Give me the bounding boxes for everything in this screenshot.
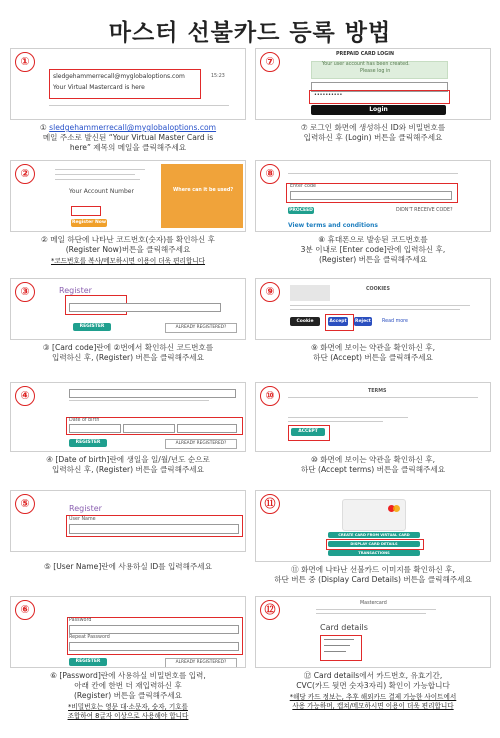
text-line bbox=[288, 417, 408, 418]
month-select[interactable] bbox=[123, 424, 175, 433]
repeat-password-input[interactable] bbox=[69, 642, 239, 651]
step-12-note bbox=[255, 693, 491, 711]
transactions-button[interactable] bbox=[328, 550, 420, 556]
accept-button[interactable] bbox=[328, 317, 348, 326]
step-8-line3: (Register) 버튼을 클릭해주세요 bbox=[318, 255, 428, 264]
step-5-screenshot bbox=[10, 490, 246, 552]
step-6-description bbox=[10, 671, 246, 701]
register-button[interactable] bbox=[69, 658, 107, 666]
step-3-screenshot bbox=[10, 278, 246, 340]
login-button[interactable] bbox=[311, 105, 446, 115]
register-label: REGISTER bbox=[79, 324, 105, 329]
step-number: ① bbox=[15, 52, 35, 72]
step-number: ⑤ bbox=[15, 494, 35, 514]
step-3-line1: ③ [Card code]란에 ②번에서 확인하신 코드번호를 bbox=[42, 343, 214, 352]
step-number: ⑩ bbox=[260, 386, 280, 406]
register-label: REGISTER bbox=[75, 659, 101, 664]
step-6-line1: ⑥ [Password]란에 사용하실 비밀번호를 입력, bbox=[50, 671, 206, 680]
password-field[interactable]: •••••••••• bbox=[314, 93, 343, 98]
proceed-button[interactable] bbox=[288, 207, 314, 214]
text-line bbox=[316, 609, 436, 610]
step-1-description bbox=[10, 123, 246, 153]
step-2 bbox=[10, 160, 246, 266]
page-title: 마스터 선불카드 등록 방법 bbox=[108, 20, 392, 46]
step-2-note: *코드번호를 복사/메모하시면 이용이 더욱 편리합니다 bbox=[50, 257, 206, 265]
register-heading: Register bbox=[59, 286, 92, 295]
text-line bbox=[290, 309, 460, 310]
step-number: ④ bbox=[15, 386, 35, 406]
step-10-line2: 하단 (Accept terms) 버튼을 클릭해주세요 bbox=[300, 465, 446, 474]
register-label: REGISTER bbox=[75, 440, 101, 445]
step-number: ⑦ bbox=[260, 52, 280, 72]
step-6-note-line2: 조합하여 8글자 이상으로 사용해야 합니다 bbox=[67, 712, 189, 720]
step-11-line2: 하단 버튼 중 (Display Card Details) 버튼을 클릭해주세요 bbox=[274, 575, 472, 584]
step-1-prefix: ① bbox=[39, 123, 50, 132]
cookies-header: COOKIES bbox=[366, 287, 390, 292]
reject-label: Reject bbox=[355, 319, 371, 324]
transactions-label: TRANSACTIONS bbox=[358, 551, 390, 555]
step-1-screenshot bbox=[10, 48, 246, 120]
terms-link[interactable]: View terms and conditions bbox=[288, 222, 378, 229]
step-7-screenshot bbox=[255, 48, 491, 120]
didnt-receive-code-link[interactable]: DIDN'T RECEIVE CODE? bbox=[396, 208, 453, 213]
repeat-password-label: Repeat Password bbox=[69, 635, 110, 640]
step-6 bbox=[10, 596, 246, 721]
step-12 bbox=[255, 596, 491, 711]
step-11-description bbox=[255, 565, 491, 585]
step-9 bbox=[255, 278, 491, 363]
register-now-label: Register Now bbox=[72, 220, 106, 225]
step-7-description bbox=[255, 123, 491, 143]
cvc-row bbox=[324, 651, 346, 652]
user-name-input[interactable] bbox=[69, 524, 239, 534]
step-8-line2: 3분 이내로 [Enter code]란에 입력하신 후, bbox=[300, 245, 446, 254]
step-11-screenshot bbox=[255, 490, 491, 562]
text-line bbox=[288, 421, 383, 422]
highlight-box bbox=[71, 206, 101, 216]
already-registered-button[interactable] bbox=[165, 658, 237, 668]
step-9-description bbox=[255, 343, 491, 363]
step-12-note-line1: *해당 카드 정보는, 추후 해외카드 결제 가능한 사이트에서 bbox=[289, 693, 457, 701]
step-4-screenshot bbox=[10, 382, 246, 452]
email-subject[interactable]: Your Virtual Mastercard is here bbox=[53, 84, 145, 91]
step-7 bbox=[255, 48, 491, 143]
step-8-description bbox=[255, 235, 491, 265]
cookie-image bbox=[290, 285, 330, 301]
step-6-line2: 아래 칸에 한번 더 재입력하신 후 bbox=[74, 681, 182, 690]
step-5-description bbox=[10, 562, 246, 572]
step-1 bbox=[10, 48, 246, 153]
email-time: 15:23 bbox=[211, 74, 225, 79]
password-label: Password bbox=[69, 618, 92, 623]
step-3-description bbox=[10, 343, 246, 363]
already-registered-button[interactable] bbox=[165, 439, 237, 449]
text-line bbox=[55, 174, 135, 175]
step-2-line2: (Register Now)버튼을 클릭해주세요 bbox=[65, 245, 191, 254]
text-line bbox=[55, 169, 145, 170]
year-select[interactable] bbox=[177, 424, 237, 433]
accept-label: Accept bbox=[329, 319, 347, 324]
sender-email-link[interactable]: sledgehammerrecall@myglobaloptions.com bbox=[49, 123, 217, 132]
already-registered-button[interactable] bbox=[165, 323, 237, 333]
register-button[interactable] bbox=[73, 323, 111, 331]
step-6-note bbox=[10, 703, 246, 721]
divider bbox=[49, 105, 229, 106]
step-number: ⑧ bbox=[260, 164, 280, 184]
cookie-settings-label: Cookie Settings bbox=[294, 319, 316, 333]
card-code-input[interactable] bbox=[69, 303, 221, 312]
accept-terms-label: ACCEPT TERMS bbox=[298, 429, 318, 442]
accept-terms-button[interactable] bbox=[291, 428, 325, 442]
step-10-line1: ⑩ 화면에 보이는 약관을 확인하신 후, bbox=[311, 455, 435, 464]
step-4-line2: 입력하신 후, (Register) 버튼을 클릭해주세요 bbox=[52, 465, 204, 474]
step-12-line2: CVC(카드 뒷면 숫자3자리) 확인이 가능합니다 bbox=[296, 681, 450, 690]
step-6-screenshot bbox=[10, 596, 246, 668]
register-heading: Register bbox=[69, 504, 102, 513]
info-panel bbox=[161, 164, 243, 228]
display-card-details-label: DISPLAY CARD DETAILS bbox=[350, 542, 398, 546]
step-4-description bbox=[10, 455, 246, 475]
register-now-button[interactable] bbox=[71, 219, 107, 227]
step-4 bbox=[10, 382, 246, 475]
step-8-screenshot bbox=[255, 160, 491, 232]
card-code-input[interactable] bbox=[69, 389, 236, 398]
step-3 bbox=[10, 278, 246, 363]
text-line bbox=[316, 613, 426, 614]
step-4-line1: ④ [Date of birth]란에 생일을 일/월/년도 순으로 bbox=[46, 455, 210, 464]
mastercard-logo-icon bbox=[388, 505, 400, 512]
proceed-label: PROCEED bbox=[289, 208, 313, 213]
step-1-line2: here” 제목의 메일을 클릭해주세요 bbox=[69, 143, 187, 152]
step-5-line1: ⑤ [User Name]란에 사용하실 ID를 입력해주세요 bbox=[44, 562, 212, 571]
text-line bbox=[290, 305, 470, 306]
step-10 bbox=[255, 382, 491, 475]
already-registered-label: ALREADY REGISTERED? bbox=[175, 660, 227, 665]
step-10-screenshot bbox=[255, 382, 491, 452]
step-11 bbox=[255, 490, 491, 585]
reject-button[interactable] bbox=[354, 317, 372, 326]
day-select[interactable] bbox=[69, 424, 121, 433]
step-number: ③ bbox=[15, 282, 35, 302]
already-registered-label: ALREADY REGISTERED? bbox=[175, 325, 227, 330]
password-input[interactable] bbox=[69, 625, 239, 634]
text-line bbox=[288, 173, 458, 174]
step-3-line2: 입력하신 후, (Register) 버튼을 클릭해주세요 bbox=[52, 353, 204, 362]
step-number: ⑨ bbox=[260, 282, 280, 302]
step-number: ② bbox=[15, 164, 35, 184]
login-header: PREPAID CARD LOGIN bbox=[336, 52, 394, 57]
text-line bbox=[288, 397, 478, 398]
step-8 bbox=[255, 160, 491, 265]
account-number-label: Your Account Number bbox=[69, 188, 134, 195]
register-button[interactable] bbox=[69, 439, 107, 447]
step-2-description bbox=[10, 235, 246, 255]
step-9-line2: 하단 (Accept) 버튼을 클릭해주세요 bbox=[313, 353, 433, 362]
expiry-row bbox=[324, 645, 350, 646]
display-card-details-button[interactable] bbox=[328, 541, 420, 547]
step-9-screenshot bbox=[255, 278, 491, 340]
step-6-note-line1: *비밀번호는 영문 대·소문자, 숫자, 기호를 bbox=[68, 703, 188, 711]
card-number-row bbox=[324, 639, 354, 640]
step-1-line1: 메일 주소로 발신된 “Your Virtual Master Card is bbox=[42, 133, 214, 142]
step-12-description bbox=[255, 671, 491, 691]
enter-code-label: Enter code bbox=[290, 184, 316, 189]
step-2-line1: ② 메일 하단에 나타난 코드번호(숫자)를 확인하신 후 bbox=[41, 235, 215, 244]
user-name-label: User Name bbox=[69, 517, 96, 522]
step-12-line1: ⑫ Card details에서 카드번호, 유효기간, bbox=[303, 671, 443, 680]
step-11-line1: ⑪ 화면에 나타난 선불카드 이미지를 확인하신 후, bbox=[291, 565, 455, 574]
info-panel-title: Where can it be used? bbox=[173, 188, 234, 193]
step-7-line1: ⑦ 로그인 화면에 생성하신 ID와 비밀번호를 bbox=[300, 123, 446, 132]
text-line bbox=[55, 179, 140, 180]
step-number: ⑪ bbox=[260, 494, 280, 514]
date-of-birth-label: Date of birth bbox=[69, 418, 100, 423]
step-8-line1: ⑧ 휴대폰으로 발송된 코드번호를 bbox=[318, 235, 428, 244]
step-6-line3: (Register) 버튼을 클릭해주세요 bbox=[73, 691, 183, 700]
step-5 bbox=[10, 490, 246, 572]
enter-code-input[interactable] bbox=[290, 191, 452, 200]
step-7-line2: 입력하신 후 (Login) 버튼을 클릭해주세요 bbox=[303, 133, 443, 142]
step-10-description bbox=[255, 455, 491, 475]
card-header: Mastercard bbox=[360, 601, 387, 606]
success-line1: Your user account has been created. bbox=[322, 62, 410, 67]
login-label: Login bbox=[369, 106, 388, 113]
already-registered-label: ALREADY REGISTERED? bbox=[175, 441, 227, 446]
email-sender: sledgehammerrecall@myglobaloptions.com bbox=[53, 73, 185, 80]
terms-header: TERMS bbox=[368, 389, 387, 394]
step-12-note-line2: 사용 가능하며, 캡쳐/메모하시면 이용이 더욱 편리합니다 bbox=[292, 702, 454, 710]
step-number: ⑫ bbox=[260, 600, 280, 620]
read-more-link[interactable]: Read more bbox=[382, 319, 409, 324]
create-card-label: CREATE CARD FROM VIRTUAL CARD bbox=[338, 533, 410, 537]
card-details-title: Card details bbox=[320, 623, 368, 632]
step-12-screenshot bbox=[255, 596, 491, 668]
step-number: ⑥ bbox=[15, 600, 35, 620]
step-9-line1: ⑨ 화면에 보이는 약관을 확인하신 후, bbox=[311, 343, 435, 352]
text-line bbox=[69, 400, 209, 401]
cookie-settings-button[interactable] bbox=[290, 317, 320, 333]
success-line2: Please log in bbox=[360, 69, 391, 74]
create-card-button[interactable] bbox=[328, 532, 420, 538]
prepaid-card-image bbox=[342, 499, 406, 531]
step-2-screenshot bbox=[10, 160, 246, 232]
